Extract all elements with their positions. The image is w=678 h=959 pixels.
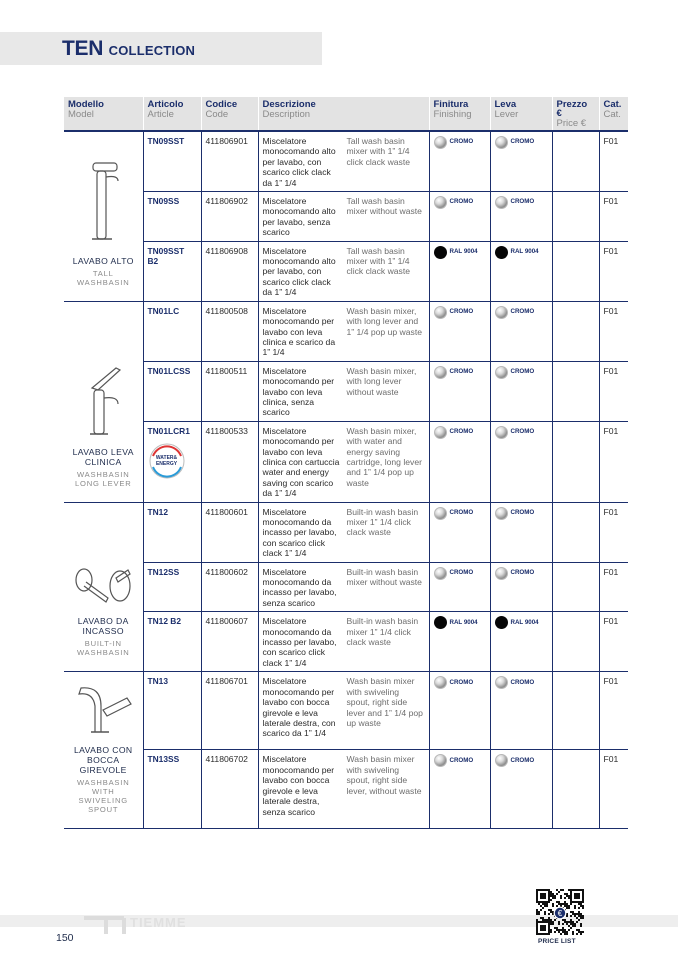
article-cell <box>143 241 201 301</box>
table-row <box>64 192 628 242</box>
finish-cell <box>429 192 490 242</box>
description-cell <box>258 562 429 612</box>
lever-cell <box>490 361 552 421</box>
article-cell <box>143 131 201 192</box>
description-cell <box>258 750 429 828</box>
code-cell: 411806902 <box>201 192 258 242</box>
model-name-en: BUILT-IN WASHBASIN <box>77 639 130 658</box>
table-row <box>64 612 628 672</box>
model-name-en: WASHBASIN WITH SWIVELING SPOUT <box>77 777 130 814</box>
finish-cell <box>429 672 490 750</box>
model-cell <box>64 131 143 301</box>
description-cell <box>258 672 429 750</box>
description-it: Miscelatore monocomando alto per lavabo, senza scarico <box>262 196 336 238</box>
col-description: Descrizione Description <box>258 97 429 131</box>
finish-swatch-icon <box>434 366 447 379</box>
article-code: TN09SS <box>147 196 180 207</box>
title-main: TEN <box>62 37 104 60</box>
code-cell: 411806908 <box>201 241 258 301</box>
finish-label: RAL 9004 <box>449 618 478 626</box>
lever-swatch-icon <box>495 426 508 439</box>
col-article: Articolo Article <box>143 97 201 131</box>
table-header-row <box>64 97 628 131</box>
finish-swatch-icon <box>434 196 447 209</box>
code-cell: 411806901 <box>201 131 258 192</box>
lever-cell <box>490 750 552 828</box>
description-cell <box>258 131 429 192</box>
article-code: TN12 <box>147 506 168 517</box>
model-name-en: WASHBASIN LONG LEVER <box>74 469 132 488</box>
description-it: Miscelatore monocomando per lavabo con bocca girevole e leva laterale destra, con scarico da 1” 1/4 <box>262 676 336 739</box>
description-it: Miscelatore monocomando per lavabo con leva clinica e scarico da 1” 1/4 <box>262 305 336 358</box>
table-row <box>64 241 628 301</box>
description-en: Built-in wash basin mixer without waste <box>346 566 422 588</box>
lever-swatch-icon <box>495 246 508 259</box>
model-name-en: TALL WASHBASIN <box>77 268 130 287</box>
description-en: Wash basin mixer, with long lever without waste <box>346 365 417 397</box>
finish-swatch-icon <box>434 246 447 259</box>
cat-cell: F01 <box>599 131 628 192</box>
table-body <box>64 131 628 828</box>
col-code: Codice Code <box>201 97 258 131</box>
description-cell <box>258 241 429 301</box>
lever-cell <box>490 672 552 750</box>
description-it: Miscelatore monocomando da incasso per lavabo, con scarico click clack 1” 1/4 <box>262 616 337 668</box>
lever-label: CROMO <box>510 508 535 516</box>
finish-swatch-icon <box>434 136 447 149</box>
cat-cell: F01 <box>599 750 628 828</box>
qr-label: PRICE LIST <box>538 938 576 945</box>
lever-cell <box>490 562 552 612</box>
article-cell <box>143 562 201 612</box>
article-code: TN13 <box>147 676 168 687</box>
price-cell <box>552 502 599 562</box>
finish-swatch-icon <box>434 426 447 439</box>
lever-swatch-icon <box>495 196 508 209</box>
price-cell <box>552 672 599 750</box>
table-row <box>64 672 628 750</box>
price-cell <box>552 301 599 361</box>
lever-cell <box>490 502 552 562</box>
svg-text:€: € <box>557 909 563 919</box>
col-model: Modello Model <box>64 97 143 131</box>
col-lever: Leva Lever <box>490 97 552 131</box>
price-cell <box>552 131 599 192</box>
cat-cell: F01 <box>599 301 628 361</box>
article-cell <box>143 612 201 672</box>
lever-cell <box>490 192 552 242</box>
description-en: Wash basin mixer, with long lever and 1” 1/4 pop up waste <box>346 305 422 337</box>
finish-swatch-icon <box>434 306 447 319</box>
finish-label: CROMO <box>449 138 474 146</box>
description-it: Miscelatore monocomando per lavabo con leva clinica con cartuccia water and energy saving con scarico da 1” 1/4 <box>262 425 340 499</box>
lever-label: CROMO <box>510 307 535 315</box>
lever-label: CROMO <box>510 568 535 576</box>
lever-swatch-icon <box>495 306 508 319</box>
finish-swatch-icon <box>434 616 447 629</box>
description-cell <box>258 502 429 562</box>
finish-cell <box>429 750 490 828</box>
cat-cell: F01 <box>599 672 628 750</box>
article-code: TN01LCSS <box>147 365 191 376</box>
finish-cell <box>429 361 490 421</box>
finish-label: CROMO <box>449 678 474 686</box>
article-code: TN12SS <box>147 566 180 577</box>
description-it: Miscelatore monocomando da incasso per lavabo, senza scarico <box>262 566 337 608</box>
article-code: TN01LCR1 <box>147 425 190 436</box>
finish-label: CROMO <box>449 368 474 376</box>
description-it: Miscelatore monocomando alto per lavabo, con scarico click clack da 1” 1/4 <box>262 245 336 298</box>
lever-swatch-icon <box>495 616 508 629</box>
table-row <box>64 301 628 361</box>
col-finish: Finitura Finishing <box>429 97 490 131</box>
finish-label: CROMO <box>449 568 474 576</box>
description-en: Wash basin mixer, with water and energy saving cartridge, long lever and 1” 1/4 pop up waste <box>346 425 422 488</box>
description-en: Tall wash basin mixer with 1” 1/4 click clack waste <box>346 136 411 167</box>
code-cell: 411806702 <box>201 750 258 828</box>
price-cell <box>552 361 599 421</box>
price-cell <box>552 421 599 502</box>
badge-text: WATER& ENERGY <box>155 454 178 467</box>
model-cell <box>64 301 143 502</box>
article-cell <box>143 301 201 361</box>
finish-label: RAL 9004 <box>449 247 478 255</box>
article-code: TN13SS <box>147 754 180 765</box>
description-cell <box>258 612 429 672</box>
lever-cell <box>490 241 552 301</box>
article-cell <box>143 421 201 502</box>
lever-cell <box>490 301 552 361</box>
price-cell <box>552 192 599 242</box>
cat-cell: F01 <box>599 421 628 502</box>
price-cell <box>552 750 599 828</box>
finish-swatch-icon <box>434 507 447 520</box>
qr-code-icon[interactable] <box>536 889 584 935</box>
model-name: LAVABO ALTO <box>72 255 134 266</box>
lever-label: CROMO <box>510 368 535 376</box>
model-name: LAVABO CON BOCCA GIREVOLE <box>73 744 133 775</box>
lever-swatch-icon <box>495 136 508 149</box>
lever-label: CROMO <box>510 756 535 764</box>
lever-label: RAL 9004 <box>510 618 539 626</box>
article-cell <box>143 502 201 562</box>
code-cell: 411800533 <box>201 421 258 502</box>
article-code: TN09SST <box>147 136 185 146</box>
article-cell <box>143 192 201 242</box>
article-cell <box>143 361 201 421</box>
finish-label: CROMO <box>449 198 474 206</box>
finish-label: CROMO <box>449 428 474 436</box>
description-it: Miscelatore monocomando per lavabo con bocca girevole e leva laterale destra, senza scarico <box>262 754 335 817</box>
cat-cell: F01 <box>599 192 628 242</box>
cat-cell: F01 <box>599 361 628 421</box>
table-row <box>64 750 628 828</box>
col-cat: Cat. Cat. <box>599 97 628 131</box>
page-number: 150 <box>56 932 74 944</box>
table-row <box>64 131 628 192</box>
lever-label: CROMO <box>510 138 535 146</box>
description-it: Miscelatore monocomando da incasso per lavabo, con scarico click clack 1” 1/4 <box>262 506 337 559</box>
code-cell: 411800511 <box>201 361 258 421</box>
finish-cell <box>429 301 490 361</box>
code-cell: 411806701 <box>201 672 258 750</box>
finish-cell <box>429 562 490 612</box>
page-title <box>62 37 195 61</box>
price-table <box>64 97 628 829</box>
article-cell <box>143 750 201 828</box>
model-cell <box>64 502 143 672</box>
lever-swatch-icon <box>495 507 508 520</box>
finish-cell <box>429 612 490 672</box>
lever-cell <box>490 131 552 192</box>
finish-label: CROMO <box>449 756 474 764</box>
code-cell: 411800508 <box>201 301 258 361</box>
lever-cell <box>490 612 552 672</box>
finish-cell <box>429 421 490 502</box>
price-cell <box>552 562 599 612</box>
cat-cell: F01 <box>599 562 628 612</box>
article-code: TN12 B2 <box>147 616 182 627</box>
lever-label: RAL 9004 <box>510 247 539 255</box>
lever-label: CROMO <box>510 198 535 206</box>
description-en: Built-in wash basin mixer 1” 1/4 click clack waste <box>346 506 419 538</box>
title-sub: COLLECTION <box>108 43 196 58</box>
model-name: LAVABO LEVA CLINICA <box>72 446 134 467</box>
finish-swatch-icon <box>434 676 447 689</box>
table-row <box>64 361 628 421</box>
description-cell <box>258 361 429 421</box>
cat-cell: F01 <box>599 241 628 301</box>
long-lever-mixer-icon <box>68 364 139 440</box>
price-cell <box>552 612 599 672</box>
finish-label: CROMO <box>449 307 474 315</box>
cat-cell: F01 <box>599 502 628 562</box>
finish-cell <box>429 502 490 562</box>
description-it: Miscelatore monocomando alto per lavabo, con scarico click clack da 1” 1/4 <box>262 136 336 188</box>
lever-swatch-icon <box>495 754 508 767</box>
lever-cell <box>490 421 552 502</box>
built-in-mixer-icon <box>68 558 139 610</box>
lever-label: CROMO <box>510 678 535 686</box>
description-cell <box>258 192 429 242</box>
col-price: Prezzo € Price € <box>552 97 599 131</box>
finish-cell <box>429 241 490 301</box>
description-cell <box>258 301 429 361</box>
article-code: TN09SST B2 <box>147 245 185 267</box>
finish-cell <box>429 131 490 192</box>
finish-swatch-icon <box>434 754 447 767</box>
model-name: LAVABO DA INCASSO <box>77 616 129 637</box>
finish-swatch-icon <box>434 567 447 580</box>
code-cell: 411800607 <box>201 612 258 672</box>
description-en: Wash basin mixer with swiveling spout, right side lever and 1” 1/4 pop up waste <box>346 676 423 728</box>
description-en: Wash basin mixer with swiveling spout, right side lever, without waste <box>346 754 422 796</box>
lever-swatch-icon <box>495 366 508 379</box>
description-en: Tall wash basin mixer without waste <box>346 196 422 217</box>
finish-label: CROMO <box>449 508 474 516</box>
cat-cell: F01 <box>599 612 628 672</box>
swivel-spout-mixer-icon <box>68 676 139 738</box>
lever-swatch-icon <box>495 676 508 689</box>
tall-mixer-icon <box>68 157 139 249</box>
lever-label: CROMO <box>510 428 535 436</box>
code-cell: 411800602 <box>201 562 258 612</box>
table-row <box>64 421 628 502</box>
table-row <box>64 502 628 562</box>
description-en: Tall wash basin mixer with 1” 1/4 click clack waste <box>346 245 411 277</box>
description-it: Miscelatore monocomando per lavabo con leva clinica, senza scarico <box>262 365 335 418</box>
brand-text: TIEMME <box>130 915 187 930</box>
model-cell <box>64 672 143 828</box>
lever-swatch-icon <box>495 567 508 580</box>
tiemme-logo <box>84 910 204 940</box>
description-en: Built-in wash basin mixer 1” 1/4 click clack waste <box>346 616 419 648</box>
article-code: TN01LC <box>147 305 180 316</box>
description-cell <box>258 421 429 502</box>
price-cell <box>552 241 599 301</box>
table-row <box>64 562 628 612</box>
article-cell <box>143 672 201 750</box>
code-cell: 411800601 <box>201 502 258 562</box>
